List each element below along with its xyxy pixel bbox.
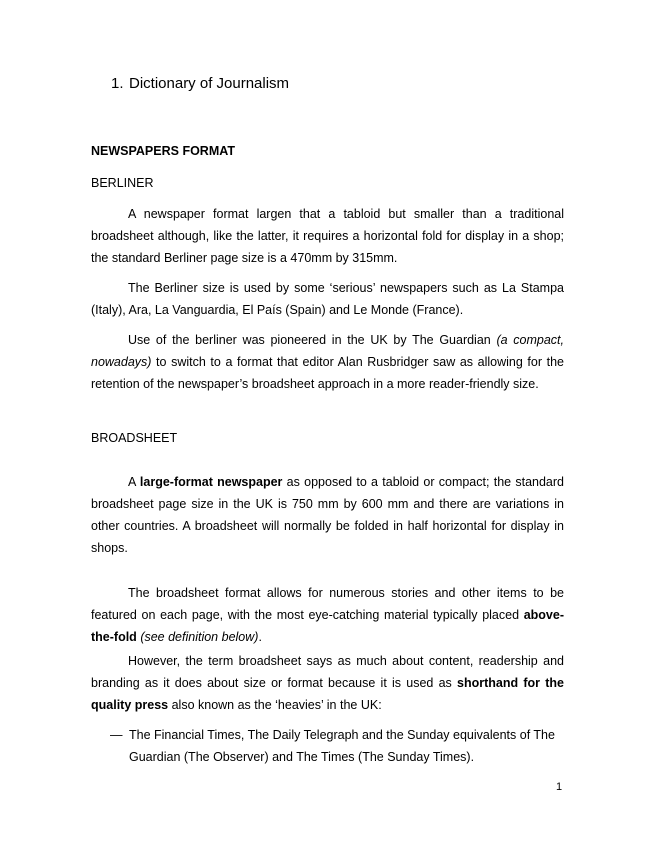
berliner-p3-italic: (a compact, nowadays) <box>91 333 564 369</box>
broadsheet-p2-text: The broadsheet format allows for numerous stories and other items to be featured on each page, with the most eye-catching material typically placed <box>91 586 564 622</box>
berliner-heading: BERLINER <box>91 176 154 190</box>
broadsheet-heading: BROADSHEET <box>91 431 178 445</box>
broadsheet-p2-period: . <box>258 630 262 644</box>
broadsheet-p3-text: However, the term broadsheet says as much about content, readership and branding as it does about size or format because it is used as <box>91 654 564 690</box>
section-heading: NEWSPAPERS FORMAT <box>91 144 235 158</box>
page-number: 1 <box>556 781 563 793</box>
broadsheet-p2-bold: above-the-fold <box>91 608 564 644</box>
broadsheet-paragraph-1 <box>91 471 564 559</box>
berliner-paragraph-2: The Berliner size is used by some ‘serious’ newspapers such as La Stampa (Italy), Ara, La Vanguardia, El País (Spain) and Le Monde (France). <box>91 281 564 317</box>
list-item <box>110 724 583 768</box>
broadsheet-paragraph-2 <box>91 582 564 648</box>
broadsheet-p3-text-end: also known as the ‘heavies’ in the UK: <box>168 698 382 712</box>
berliner-paragraph-3 <box>91 329 564 395</box>
broadsheet-p1-bold: large-format newspaper <box>139 475 283 489</box>
title-number: 1. <box>111 75 124 92</box>
berliner-p3-text: Use of the berliner was pioneered in the UK by The Guardian <box>128 333 497 347</box>
broadsheet-paragraph-3 <box>91 650 564 716</box>
list-item-text: The Financial Times, The Daily Telegraph and the Sunday equivalents of The Guardian (The Observer) and The Times (The Sunday Times). <box>129 728 555 764</box>
title-text: Dictionary of Journalism <box>129 75 290 92</box>
broadsheet-p3-bold: shorthand for the quality press <box>91 676 565 712</box>
broadsheet-p1-text-end: as opposed to a tabloid or compact; the standard broadsheet page size in the UK is 750 mm by 600 mm and there are variations in other countries. A broadsheet will normally be folded in half horizontal for display in shops. <box>91 475 564 555</box>
broadsheet-p2-italic: (see definition below) <box>140 630 259 644</box>
berliner-paragraph-1: A newspaper format largen that a tabloid but smaller than a traditional broadsheet although, like the latter, it requires a horizontal fold for display in a shop; the standard Berliner page size is a 470mm by 315mm. <box>91 207 564 265</box>
berliner-p3-text-end: to switch to a format that editor Alan Rusbridger saw as allowing for the retention of the newspaper’s broadsheet approach in a more reader-friendly size. <box>91 355 564 391</box>
dash-bullet-icon: — <box>110 728 123 742</box>
document-title <box>111 75 289 92</box>
broadsheet-p1-text: A <box>128 475 140 489</box>
